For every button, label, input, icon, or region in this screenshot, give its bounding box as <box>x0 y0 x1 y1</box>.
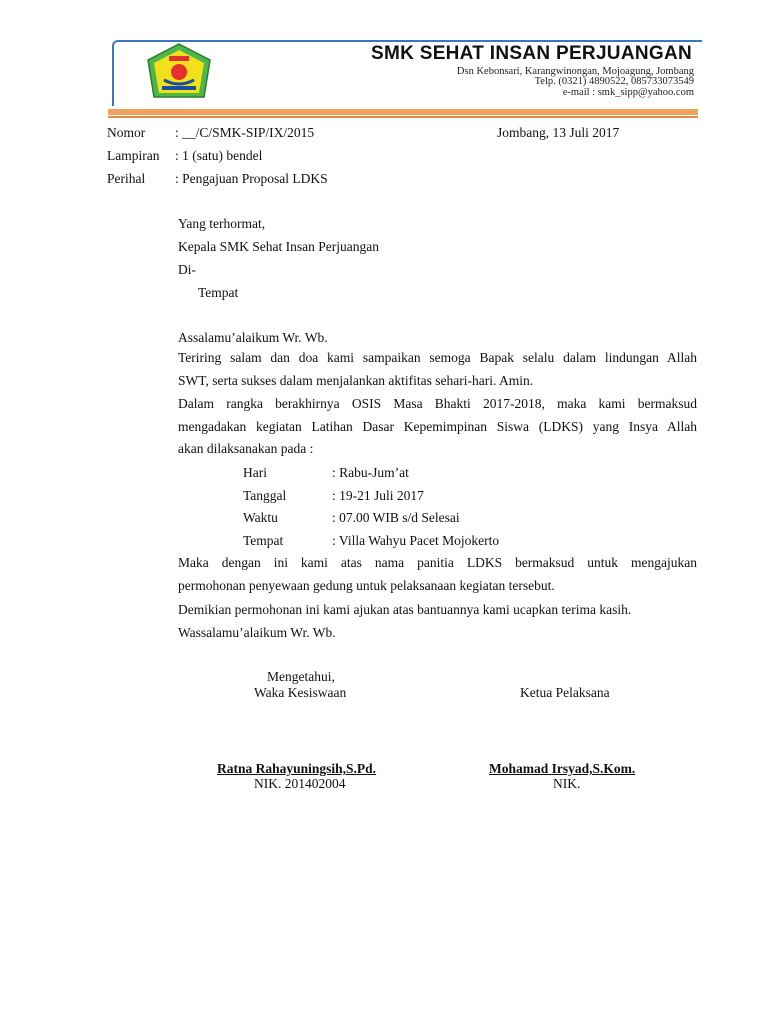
paragraph-2-line-3: akan dilaksanakan pada : <box>178 441 314 456</box>
recipient-name: Kepala SMK Sehat Insan Perjuangan <box>178 239 379 254</box>
paragraph-3-line-1: Maka dengan ini kami atas nama panitia LDKS bermaksud untuk mengajukan <box>178 555 697 570</box>
detail-label-tanggal: Tanggal <box>243 488 287 503</box>
paragraph-1-line-2: SWT, serta sukses dalam menjalankan aktifitas sehari-hari. Amin. <box>178 372 534 388</box>
detail-label-hari: Hari <box>243 465 267 480</box>
left-signer-title: Waka Kesiswaan <box>254 685 347 700</box>
paragraph-3-line-2: permohonan penyewaan gedung untuk pelaksanaan kegiatan tersebut. <box>178 577 555 593</box>
school-logo <box>144 42 214 104</box>
paragraph-4: Demikian permohonan ini kami ajukan atas bantuannya kami ucapkan terima kasih. <box>178 602 632 617</box>
paragraph-1-line-1: Teriring salam dan doa kami sampaikan semoga Bapak selalu dalam lindungan Allah <box>178 350 697 365</box>
paragraph-2-line-2: mengadakan kegiatan Latihan Dasar Kepemimpinan Siswa (LDKS) yang Insya Allah <box>178 418 697 434</box>
header-divider <box>108 109 698 115</box>
recipient-di: Di- <box>178 262 196 277</box>
lampiran-label: Lampiran <box>107 148 160 163</box>
paragraph-1 <box>178 347 697 392</box>
right-signer-nik: NIK. <box>553 776 581 791</box>
left-signer-nik: NIK. 201402004 <box>254 776 346 791</box>
detail-value-tanggal: : 19-21 Juli 2017 <box>332 488 424 503</box>
mengetahui-label: Mengetahui, <box>267 669 335 684</box>
school-name: SMK SEHAT INSAN PERJUANGAN <box>371 43 692 64</box>
detail-value-hari: : Rabu-Jum’at <box>332 465 409 480</box>
paragraph-2-line-1: Dalam rangka berakhirnya OSIS Masa Bhakti 2017-2018, maka kami bermaksud <box>178 396 697 411</box>
greeting: Assalamu’alaikum Wr. Wb. <box>178 330 328 345</box>
nomor-value: : __/C/SMK-SIP/IX/2015 <box>175 125 315 140</box>
closing: Wassalamu’alaikum Wr. Wb. <box>178 625 336 640</box>
recipient-place: Tempat <box>198 285 239 300</box>
paragraph-2 <box>178 393 697 461</box>
nomor-label: Nomor <box>107 125 146 140</box>
lampiran-value: : 1 (satu) bendel <box>175 148 263 163</box>
perihal-label: Perihal <box>107 171 146 186</box>
detail-label-waktu: Waktu <box>243 510 278 525</box>
school-phone: Telp. (0321) 4890522, 085733073549 <box>534 76 694 87</box>
school-email: e-mail : smk_sipp@yahoo.com <box>562 87 694 98</box>
perihal-value: : Pengajuan Proposal LDKS <box>175 171 328 186</box>
recipient-salutation: Yang terhormat, <box>178 216 266 231</box>
right-signer-title: Ketua Pelaksana <box>520 685 610 700</box>
detail-value-tempat: : Villa Wahyu Pacet Mojokerto <box>332 533 500 548</box>
left-signer-name: Ratna Rahayuningsih,S.Pd. <box>217 761 377 776</box>
header-divider-thin <box>108 116 698 118</box>
detail-label-tempat: Tempat <box>243 533 284 548</box>
place-date: Jombang, 13 Juli 2017 <box>497 125 620 140</box>
right-signer-name: Mohamad Irsyad,S.Kom. <box>489 761 636 776</box>
detail-value-waktu: : 07.00 WIB s/d Selesai <box>332 510 460 525</box>
school-address: Dsn Kebonsari, Karangwinongan, Mojoagung, Jombang <box>456 66 694 77</box>
paragraph-3 <box>178 552 697 597</box>
